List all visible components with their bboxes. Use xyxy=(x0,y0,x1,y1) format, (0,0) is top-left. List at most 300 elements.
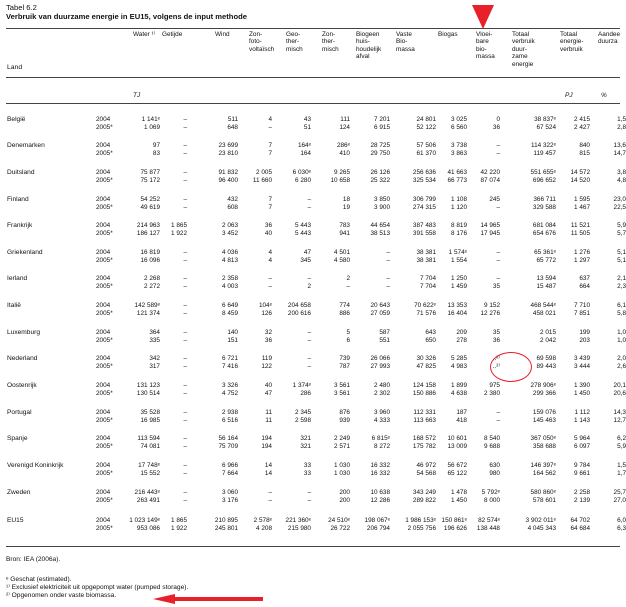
table-cell: 7 704 xyxy=(420,275,436,282)
table-cell: 26 066 xyxy=(370,355,390,362)
table-cell: – xyxy=(183,337,187,344)
year-label: 2005* xyxy=(96,177,113,184)
table-cell: 26 722 xyxy=(330,525,350,532)
table-cell: 6,0 xyxy=(617,517,626,524)
column-header: Wind xyxy=(215,31,230,38)
year-label: 2004 xyxy=(96,142,111,149)
table-cell: 306 799 xyxy=(412,196,436,203)
table-cell: 56 672 xyxy=(447,462,467,469)
red-arrow-left-icon xyxy=(153,594,175,604)
unit-pct: % xyxy=(601,92,607,99)
table-cell: 6,3 xyxy=(617,525,626,532)
year-label: 2005* xyxy=(96,257,113,264)
table-cell: 20,6 xyxy=(613,390,626,397)
table-cell: 1 030 xyxy=(334,462,350,469)
footnote-biomass: ²⁾ Opgenomen onder vaste biomassa. xyxy=(6,592,117,599)
table-cell: 317 xyxy=(149,363,160,370)
table-cell: 3,8 xyxy=(617,169,626,176)
table-cell: 16 819 xyxy=(140,249,160,256)
table-cell: 7 201 xyxy=(374,116,390,123)
table-cell: 3 561 xyxy=(334,382,350,389)
table-cell: 25 322 xyxy=(370,177,390,184)
column-header: Vaste Bio- massa xyxy=(396,31,415,53)
table-cell: 391 558 xyxy=(412,230,436,237)
table-cell: 3 439 xyxy=(574,355,590,362)
table-cell: 145 463 xyxy=(532,417,556,424)
table-cell: 3 850 xyxy=(374,196,390,203)
table-cell: – xyxy=(307,489,311,496)
table-cell: – xyxy=(386,249,390,256)
table-cell: 3 176 xyxy=(222,497,238,504)
table-cell: – xyxy=(307,275,311,282)
table-cell: 57 506 xyxy=(416,142,436,149)
source-note: Bron: IEA (2006a). xyxy=(6,556,61,563)
header-rule xyxy=(6,77,620,78)
table-cell: 1 865 xyxy=(171,517,187,524)
table-cell: – xyxy=(307,204,311,211)
table-cell: 787 xyxy=(339,363,350,370)
table-cell: 941 xyxy=(339,230,350,237)
table-cell: 82 574ᵉ xyxy=(478,517,500,524)
table-cell: 24 510ᵉ xyxy=(328,517,350,524)
table-cell: 6 915 xyxy=(374,124,390,131)
table-cell: 71 576 xyxy=(416,310,436,317)
table-cell: 11 xyxy=(265,417,272,424)
table-cell: 150 861ᵉ xyxy=(441,517,467,524)
table-cell: 2,0 xyxy=(617,355,626,362)
table-cell: 1 574ᵉ xyxy=(448,249,467,256)
table-cell: 2 415 xyxy=(574,116,590,123)
table-cell: 27,0 xyxy=(613,497,626,504)
table-cell: 876 xyxy=(339,409,350,416)
year-label: 2004 xyxy=(96,196,111,203)
table-cell: 8 272 xyxy=(374,443,390,450)
table-cell: 33 xyxy=(303,462,311,469)
table-cell: 89 443 xyxy=(536,363,556,370)
table-cell: 47 xyxy=(303,249,311,256)
table-cell: 1 120 xyxy=(451,204,467,211)
table-cell: 75 877 xyxy=(140,169,160,176)
table-cell: 366 711 xyxy=(533,196,556,203)
table-cell: – xyxy=(183,443,187,450)
year-label: 2005* xyxy=(96,150,113,157)
table-cell: 7 xyxy=(268,150,272,157)
table-cell: 14 xyxy=(264,470,272,477)
column-header: Biogas xyxy=(438,31,458,38)
table-cell: 3 452 xyxy=(222,230,238,237)
table-cell: 22,5 xyxy=(613,204,626,211)
column-header: Water ¹⁾ xyxy=(133,31,156,38)
table-cell: 696 652 xyxy=(532,177,556,184)
table-cell: 343 249 xyxy=(412,489,436,496)
table-cell: 1 374ᵉ xyxy=(292,382,311,389)
table-cell: – xyxy=(346,283,350,290)
column-header: Zon- foto- voltaïsch xyxy=(249,31,275,53)
table-cell: – xyxy=(496,257,500,264)
table-cell: 113 663 xyxy=(413,417,436,424)
table-cell: 5 792ᵉ xyxy=(481,489,500,496)
year-label: 2005* xyxy=(96,124,113,131)
table-cell: 16 404 xyxy=(447,310,467,317)
table-cell: 286ᵉ xyxy=(336,142,350,149)
column-header: Biogeen huis- houdelijk afval xyxy=(356,31,382,61)
table-cell: 12 286 xyxy=(370,497,390,504)
table-cell: 739 xyxy=(339,355,350,362)
table-cell: 468 544ᵉ xyxy=(530,302,556,309)
table-cell: 1 023 149ᵉ xyxy=(129,517,160,524)
table-cell: 28 725 xyxy=(370,142,390,149)
table-cell: 14,7 xyxy=(613,150,626,157)
table-cell: 175 782 xyxy=(412,443,436,450)
year-label: 2005* xyxy=(96,390,113,397)
country-name: Italië xyxy=(7,302,21,309)
table-cell: 886 xyxy=(339,310,350,317)
country-name: Griekenland xyxy=(7,249,43,256)
table-cell: 4 501 xyxy=(334,249,350,256)
table-cell: 16 332 xyxy=(370,470,390,477)
table-cell: – xyxy=(183,390,187,397)
year-label: 2005* xyxy=(96,443,113,450)
year-label: 2004 xyxy=(96,435,111,442)
table-cell: 10 601 xyxy=(447,435,467,442)
table-cell: 5 964 xyxy=(574,435,590,442)
table-cell: 38 837ᵉ xyxy=(534,116,556,123)
table-cell: 11 660 xyxy=(252,177,272,184)
table-cell: 5,8 xyxy=(617,310,626,317)
table-cell: 367 050ᵉ xyxy=(530,435,556,442)
table-cell: – xyxy=(496,204,500,211)
table-cell: 321 xyxy=(300,435,311,442)
table-cell: 263 491 xyxy=(136,497,160,504)
table-cell: 2 005 xyxy=(256,169,272,176)
table-cell: 122 xyxy=(261,363,272,370)
table-cell: 6 966 xyxy=(222,462,238,469)
table-cell: 1 922 xyxy=(171,525,187,532)
table-cell: 774 xyxy=(339,302,350,309)
table-cell: 4 813 xyxy=(222,257,238,264)
table-cell: – xyxy=(307,337,311,344)
table-cell: 3 326 xyxy=(222,382,238,389)
table-cell: – xyxy=(268,124,272,131)
table-cell: 650 xyxy=(425,337,436,344)
table-cell: 2,8 xyxy=(617,124,626,131)
table-cell: 8 000 xyxy=(484,497,500,504)
land-header: Land xyxy=(7,64,23,71)
table-cell: 6 xyxy=(346,337,350,344)
table-cell: 111 xyxy=(340,116,350,123)
table-cell: – xyxy=(386,275,390,282)
table-cell: 783 xyxy=(339,222,350,229)
table-cell: 329 588 xyxy=(532,204,556,211)
table-cell: 199 xyxy=(579,329,590,336)
column-header: Totaal energie- verbruik xyxy=(560,31,584,53)
table-cell: 23,0 xyxy=(613,196,626,203)
table-cell: 13,6 xyxy=(613,142,626,149)
table-cell: 2 427 xyxy=(574,124,590,131)
table-cell: – xyxy=(268,283,272,290)
table-cell: 138 448 xyxy=(476,525,500,532)
table-cell: 2 302 xyxy=(374,390,390,397)
year-label: 2005* xyxy=(96,525,113,532)
table-cell: 6 516 xyxy=(222,417,238,424)
table-cell: – xyxy=(183,417,187,424)
country-name: Frankrijk xyxy=(7,222,33,229)
table-cell: 36 xyxy=(264,222,272,229)
year-label: 2004 xyxy=(96,275,111,282)
table-cell: 587 xyxy=(379,329,390,336)
table-cell: 168 572 xyxy=(412,435,436,442)
table-cell: 358 688 xyxy=(532,443,556,450)
table-cell: 2 015 xyxy=(540,329,556,336)
table-cell: 654 676 xyxy=(532,230,556,237)
year-label: 2004 xyxy=(96,302,111,309)
table-cell: 953 086 xyxy=(136,525,160,532)
table-cell: 2 480 xyxy=(374,382,390,389)
unit-tj: TJ xyxy=(133,92,141,99)
table-cell: 75 172 xyxy=(140,177,160,184)
table-cell: 5,1 xyxy=(617,257,626,264)
table-cell: 2 042 xyxy=(540,337,556,344)
table-cell: 3 900 xyxy=(374,204,390,211)
top-rule xyxy=(6,28,620,29)
table-cell: 630 xyxy=(489,462,500,469)
year-label: 2004 xyxy=(96,489,111,496)
table-cell: 975 xyxy=(489,382,500,389)
table-cell: 194 xyxy=(261,443,272,450)
table-cell: 7 704 xyxy=(420,283,436,290)
table-cell: 96 400 xyxy=(218,177,238,184)
table-cell: 13 009 xyxy=(447,443,467,450)
table-cell: 3 902 011ᵉ xyxy=(525,517,556,524)
table-cell: 1 069 xyxy=(144,124,160,131)
table-cell: 146 397ᵉ xyxy=(530,462,556,469)
table-cell: 1 554 xyxy=(451,257,467,264)
table-cell: 7 664 xyxy=(222,470,238,477)
table-cell: 321 xyxy=(300,443,311,450)
table-cell: 27 059 xyxy=(370,310,390,317)
table-cell: 164ᵉ xyxy=(297,142,311,149)
table-cell: 140 xyxy=(227,329,238,336)
table-cell: 14 965 xyxy=(480,222,500,229)
table-cell: 364 xyxy=(149,329,160,336)
table-cell: – xyxy=(183,150,187,157)
table-cell: 342 xyxy=(149,355,160,362)
table-cell: 5,1 xyxy=(617,249,626,256)
year-label: 2005* xyxy=(96,337,113,344)
table-cell: 216 443ᵉ xyxy=(134,489,160,496)
table-cell: 9 152 xyxy=(484,302,500,309)
unit-pj: PJ xyxy=(565,92,573,99)
table-cell: 2 249 xyxy=(334,435,350,442)
table-title xyxy=(6,3,247,21)
table-cell: 1,0 xyxy=(617,337,626,344)
country-name: Denemarken xyxy=(7,142,45,149)
table-cell: 1 390 xyxy=(574,382,590,389)
country-name: België xyxy=(7,116,26,123)
year-label: 2004 xyxy=(96,462,111,469)
table-cell: 200 xyxy=(339,497,350,504)
column-header: Aandee duurza xyxy=(598,31,621,46)
table-cell: 221 360ᵉ xyxy=(285,517,311,524)
table-cell: 97 xyxy=(152,142,160,149)
year-label: 2005* xyxy=(96,363,113,370)
country-name: Oostenrijk xyxy=(7,382,37,389)
table-cell: 6 030ᵉ xyxy=(292,169,311,176)
table-cell: 4 333 xyxy=(374,417,390,424)
table-cell: 4 003 xyxy=(222,283,238,290)
table-cell: 17 748ᵉ xyxy=(138,462,160,469)
table-cell: – xyxy=(183,489,187,496)
table-cell: 4 036 xyxy=(222,249,238,256)
table-cell: 104ᵉ xyxy=(258,302,272,309)
table-cell: 2 578ᵉ xyxy=(253,517,272,524)
table-cell: 13 353 xyxy=(447,302,467,309)
table-cell: 27 993 xyxy=(370,363,390,370)
table-cell: 1 030 xyxy=(334,470,350,477)
country-name: Spanje xyxy=(7,435,28,442)
table-cell: 4 638 xyxy=(451,390,467,397)
table-cell: 637 xyxy=(579,275,590,282)
table-cell: 289 822 xyxy=(412,497,436,504)
table-cell: 1 297 xyxy=(574,257,590,264)
table-cell: – xyxy=(183,196,187,203)
table-cell: 1 459 xyxy=(451,283,467,290)
table-cell: 1,5 xyxy=(617,116,626,123)
table-cell: – xyxy=(183,257,187,264)
table-cell: 47 xyxy=(264,390,272,397)
table-cell: 131 123 xyxy=(136,382,160,389)
table-cell: 14,3 xyxy=(613,409,626,416)
table-number: Tabel 6.2 xyxy=(6,3,37,12)
table-cell: 3 444 xyxy=(574,363,590,370)
table-cell: 6 721 xyxy=(222,355,238,362)
table-cell: 1 865 xyxy=(171,222,187,229)
table-cell: 20 643 xyxy=(370,302,390,309)
table-cell: 3 060 xyxy=(222,489,238,496)
table-cell: – xyxy=(268,275,272,282)
table-cell: 11 xyxy=(265,409,272,416)
column-header: Totaal verbruik duur- zame energie xyxy=(512,31,535,68)
table-cell: 40 xyxy=(264,230,272,237)
table-cell: 664 xyxy=(579,283,590,290)
table-cell: – xyxy=(183,355,187,362)
table-cell: 2 063 xyxy=(222,222,238,229)
table-cell: 4,8 xyxy=(617,177,626,184)
table-cell: 278 xyxy=(456,337,467,344)
table-cell: 40 xyxy=(264,382,272,389)
table-cell: 14 xyxy=(264,462,272,469)
table-cell: 206 794 xyxy=(366,525,390,532)
table-cell: 3 738 xyxy=(451,142,467,149)
table-cell: 3 960 xyxy=(374,409,390,416)
red-arrow-down-icon xyxy=(472,5,494,29)
table-cell: 8 459 xyxy=(222,310,238,317)
column-header: Zon- ther- misch xyxy=(322,31,339,53)
table-cell: 1 276 xyxy=(574,249,590,256)
table-cell: 608 xyxy=(227,204,238,211)
table-cell: 23 699 xyxy=(218,142,238,149)
table-cell: 91 832 xyxy=(218,169,238,176)
table-cell: 65 361ᵉ xyxy=(534,249,556,256)
table-cell: 7 xyxy=(268,142,272,149)
table-cell: – xyxy=(183,470,187,477)
table-cell: 35 528 xyxy=(140,409,160,416)
table-cell: 551 655ᵉ xyxy=(530,169,556,176)
column-header: Geo- ther- misch xyxy=(286,31,303,53)
table-cell: 387 483 xyxy=(412,222,436,229)
table-cell: 1 143 xyxy=(574,417,590,424)
table-cell: 15 552 xyxy=(140,470,160,477)
table-cell: 5,9 xyxy=(617,443,626,450)
table-cell: 6,2 xyxy=(617,435,626,442)
table-cell: 47 825 xyxy=(416,363,436,370)
table-cell: 46 972 xyxy=(416,462,436,469)
table-cell: 17 945 xyxy=(480,230,500,237)
column-header: Vloei- bare bio- massa xyxy=(476,31,495,61)
table-cell: 124 158 xyxy=(412,382,436,389)
table-cell: 8 176 xyxy=(451,230,467,237)
table-cell: 5,9 xyxy=(617,222,626,229)
table-cell: – xyxy=(183,363,187,370)
table-cell: 2 055 756 xyxy=(407,525,436,532)
table-cell: 38 381 xyxy=(416,249,436,256)
table-cell: 61 370 xyxy=(416,150,436,157)
table-cell: 4 983 xyxy=(451,363,467,370)
table-cell: 511 xyxy=(227,116,238,123)
year-label: 2005* xyxy=(96,497,113,504)
table-cell: 0 xyxy=(496,116,500,123)
year-label: 2005* xyxy=(96,470,113,477)
year-label: 2004 xyxy=(96,382,111,389)
country-name: Nederland xyxy=(7,355,38,362)
table-cell: 551 xyxy=(379,337,390,344)
table-cell: 580 860ᵉ xyxy=(530,489,556,496)
table-cell: 35 xyxy=(492,329,500,336)
table-cell: 5 443 xyxy=(295,222,311,229)
table-caption: Verbruik van duurzame energie in EU15, volgens de input methode xyxy=(6,12,247,21)
table-cell: 70 622ᵉ xyxy=(414,302,436,309)
country-name: Verenigd Koninkrijk xyxy=(7,462,64,469)
table-cell: 681 084 xyxy=(532,222,556,229)
table-cell: 9 688 xyxy=(484,443,500,450)
year-label: 2004 xyxy=(96,517,111,524)
year-label: 2004 xyxy=(96,249,111,256)
year-label: 2005* xyxy=(96,204,113,211)
table-cell: 245 xyxy=(489,196,500,203)
table-cell: – xyxy=(183,310,187,317)
table-cell: 14 520 xyxy=(570,177,590,184)
table-cell: 2 258 xyxy=(574,489,590,496)
table-cell: 119 xyxy=(261,355,272,362)
table-cell: 2 345 xyxy=(295,409,311,416)
table-cell: 939 xyxy=(339,417,350,424)
table-cell: ..²⁾ xyxy=(492,355,500,362)
table-cell: 3 025 xyxy=(451,116,467,123)
table-cell: 112 331 xyxy=(413,409,436,416)
table-cell: 6 097 xyxy=(574,443,590,450)
table-cell: – xyxy=(183,124,187,131)
table-cell: 1 467 xyxy=(574,204,590,211)
year-label: 2004 xyxy=(96,329,111,336)
table-cell: 2 358 xyxy=(222,275,238,282)
table-cell: – xyxy=(183,462,187,469)
table-cell: 648 xyxy=(227,124,238,131)
table-cell: – xyxy=(307,329,311,336)
table-cell: 24 801 xyxy=(416,116,436,123)
table-cell: 194 xyxy=(261,435,272,442)
table-cell: 4 580 xyxy=(334,257,350,264)
table-cell: – xyxy=(496,409,500,416)
